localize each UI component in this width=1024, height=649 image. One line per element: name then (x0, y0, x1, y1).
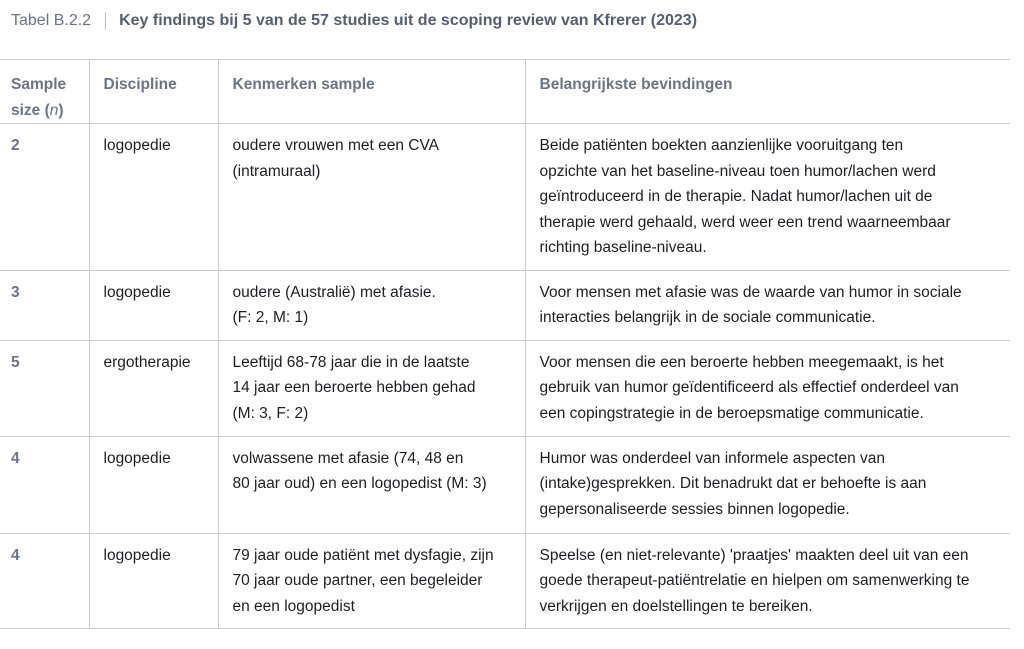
table-title: Key findings bij 5 van de 57 studies uit de scoping review van Kfrerer (2023) (119, 12, 698, 29)
table-row (0, 124, 1010, 271)
cell-kenmerken: volwassene met afasie (74, 48 en 80 jaar oud) en een logopedist (M: 3) (218, 436, 525, 533)
cell-bevindingen: Humor was onderdeel van informele aspecten van (intake)gesprekken. Dit benadrukt dat er behoefte is aan gepersonaliseerde sessies binnen logopedie. (525, 436, 1010, 533)
cell-kenmerken: oudere vrouwen met een CVA (intramuraal) (218, 124, 525, 271)
cell-bevindingen: Beide patiënten boekten aanzienlijke vooruitgang ten opzichte van het baseline-niveau toen humor/lachen werd geïntroduceerd in de therapie. Nadat humor/lachen uit de therapie werd gehaald, werd weer een trend waarneembaar richting baseline-niveau. (525, 124, 1010, 271)
cell-sample-size: 2 (0, 124, 89, 271)
header-kenmerken: Kenmerken sample (218, 60, 525, 124)
table-row (0, 270, 1010, 340)
table-header-row (0, 60, 1010, 124)
cell-bevindingen: Voor mensen met afasie was de waarde van humor in sociale interacties belangrijk in de sociale communicatie. (525, 270, 1010, 340)
cell-bevindingen: Speelse (en niet-relevante) 'praatjes' maakten deel uit van een goede therapeut-patiëntrelatie en hielpen om samenwerking te verkrijgen en doelstellingen te bereiken. (525, 533, 1010, 629)
cell-kenmerken: Leeftijd 68-78 jaar die in de laatste 14 jaar een beroerte hebben gehad (M: 3, F: 2) (218, 340, 525, 436)
cell-discipline: logopedie (89, 533, 218, 629)
caption-divider (105, 12, 106, 30)
header-bevindingen: Belangrijkste bevindingen (525, 60, 1010, 124)
cell-discipline: logopedie (89, 270, 218, 340)
table-caption (11, 9, 697, 33)
cell-discipline: ergotherapie (89, 340, 218, 436)
cell-sample-size: 5 (0, 340, 89, 436)
table-row (0, 340, 1010, 436)
cell-discipline: logopedie (89, 436, 218, 533)
table-row (0, 436, 1010, 533)
cell-discipline: logopedie (89, 124, 218, 271)
cell-sample-size: 4 (0, 533, 89, 629)
table-row (0, 533, 1010, 629)
cell-sample-size: 3 (0, 270, 89, 340)
table-number: Tabel B.2.2 (11, 12, 92, 29)
header-sample-size: Sample size (n) (0, 60, 89, 124)
findings-table (0, 59, 1010, 629)
cell-bevindingen: Voor mensen die een beroerte hebben meegemaakt, is het gebruik van humor geïdentificeerd als effectief onderdeel van een copingstrategie in de beroepsmatige communicatie. (525, 340, 1010, 436)
cell-sample-size: 4 (0, 436, 89, 533)
cell-kenmerken: oudere (Australië) met afasie. (F: 2, M: 1) (218, 270, 525, 340)
header-discipline: Discipline (89, 60, 218, 124)
cell-kenmerken: 79 jaar oude patiënt met dysfagie, zijn 70 jaar oude partner, een begeleider en een logopedist (218, 533, 525, 629)
